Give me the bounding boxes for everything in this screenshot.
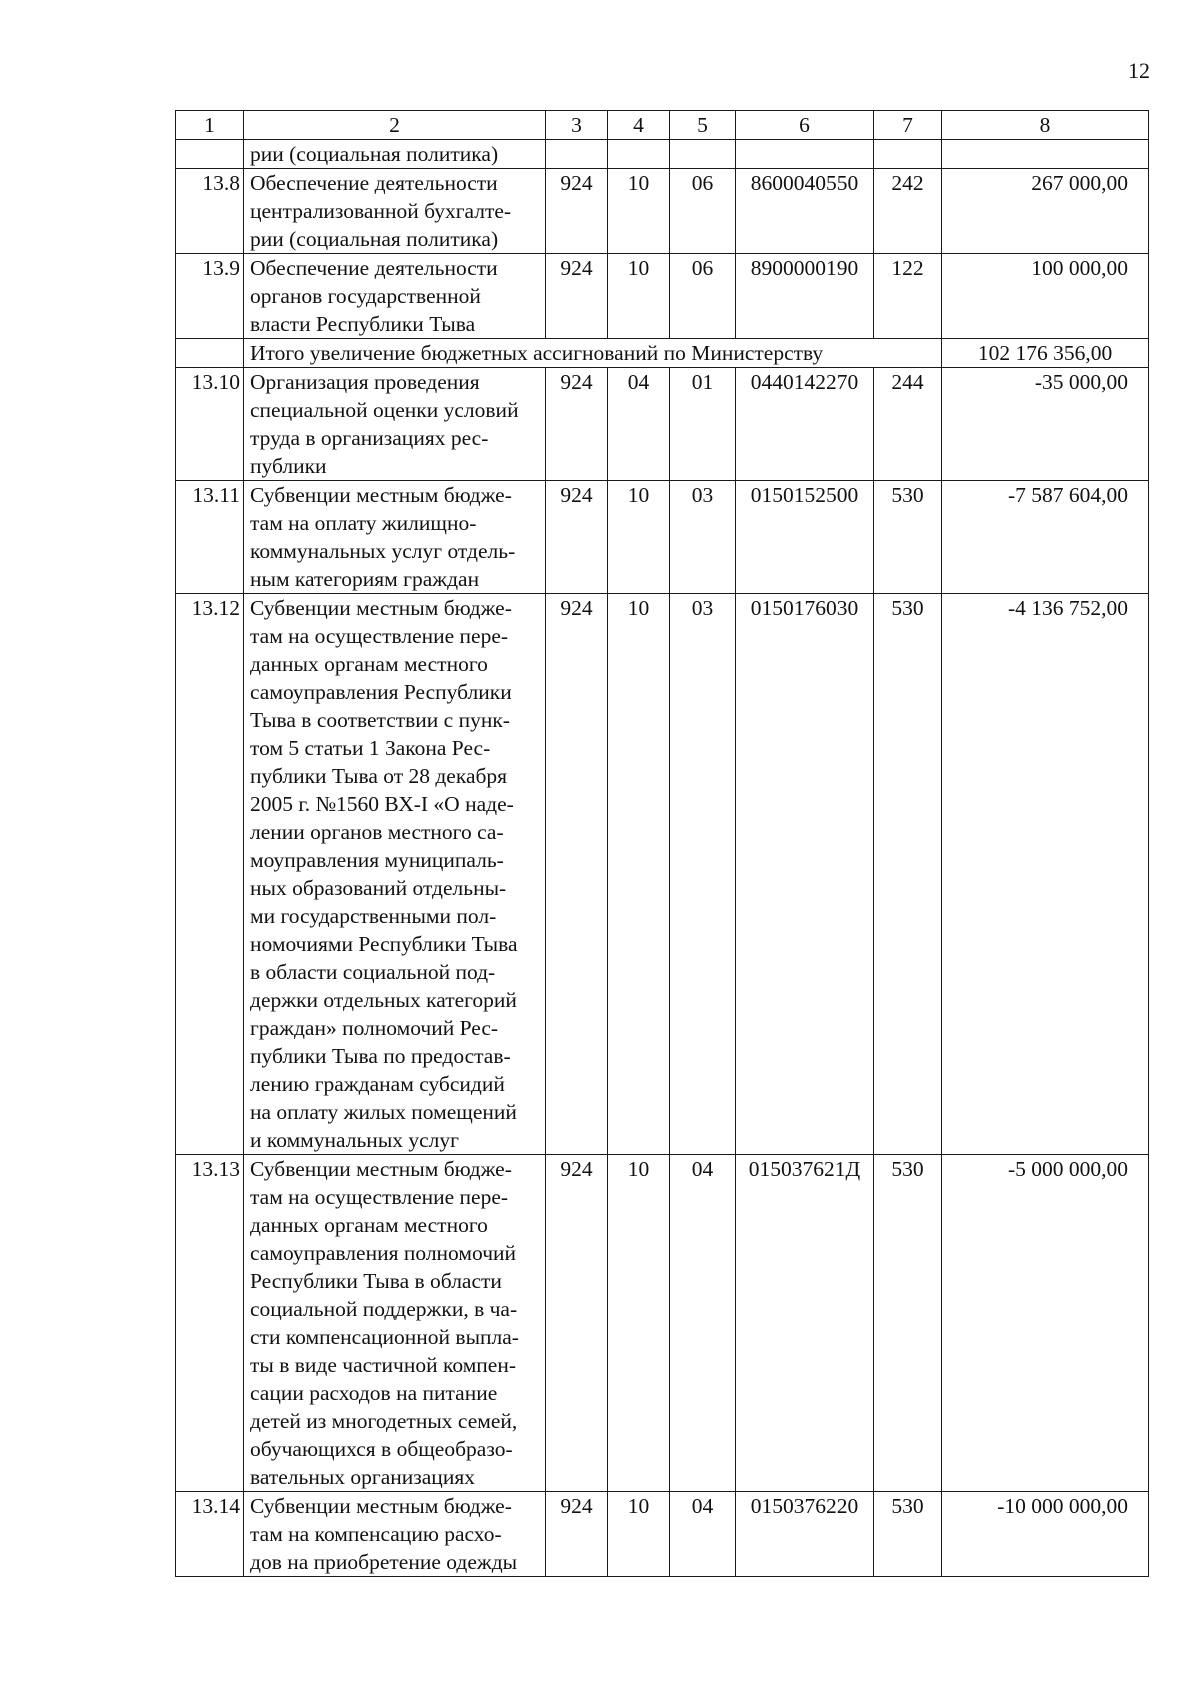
cell-section: 10	[608, 594, 670, 1155]
column-header: 8	[942, 111, 1149, 140]
budget-table	[175, 110, 1149, 1577]
cell-expense-type: 122	[874, 254, 942, 339]
cell-ministry-code: 924	[546, 368, 608, 481]
cell-ministry-code: 924	[546, 594, 608, 1155]
cell-target-article: 8600040550	[736, 169, 874, 254]
empty-cell	[874, 140, 942, 169]
total-label: Итого увеличение бюджетных ассигнований по Министерству	[244, 339, 942, 368]
table-row	[176, 254, 1149, 339]
cell-description: Организация проведения специальной оценки условий труда в организациях рес- публики	[244, 368, 546, 481]
cell-section: 10	[608, 169, 670, 254]
rows-before-total	[176, 169, 1149, 339]
cell-target-article: 0150176030	[736, 594, 874, 1155]
cell-section: 10	[608, 254, 670, 339]
cell-ministry-code: 924	[546, 1492, 608, 1577]
cell-expense-type: 530	[874, 594, 942, 1155]
total-amount: 102 176 356,00	[942, 339, 1149, 368]
page-number: 12	[1128, 58, 1150, 83]
table-row	[176, 1155, 1149, 1492]
cell-ministry-code: 924	[546, 1155, 608, 1492]
cell-description: Обеспечение деятельности органов государственной власти Республики Тыва	[244, 254, 546, 339]
cell-amount: -10 000 000,00	[942, 1492, 1149, 1577]
cell-target-article: 0150152500	[736, 481, 874, 594]
cell-subsection: 03	[670, 481, 736, 594]
cell-number	[176, 339, 244, 368]
cell-amount: 267 000,00	[942, 169, 1149, 254]
cell-amount: 100 000,00	[942, 254, 1149, 339]
continuation-row	[176, 140, 1149, 169]
cell-expense-type: 530	[874, 1155, 942, 1492]
empty-cell	[670, 140, 736, 169]
cell-section: 10	[608, 1492, 670, 1577]
total-row	[176, 339, 1149, 368]
cell-expense-type: 244	[874, 368, 942, 481]
rows-after-total	[176, 368, 1149, 1577]
cell-number: 13.10	[176, 368, 244, 481]
column-header: 1	[176, 111, 244, 140]
cell-number: 13.14	[176, 1492, 244, 1577]
empty-cell	[942, 140, 1149, 169]
cell-number: 13.8	[176, 169, 244, 254]
column-header: 3	[546, 111, 608, 140]
cell-subsection: 01	[670, 368, 736, 481]
cell-target-article: 0440142270	[736, 368, 874, 481]
cell-expense-type: 530	[874, 481, 942, 594]
cell-target-article: 015037621Д	[736, 1155, 874, 1492]
cell-subsection: 04	[670, 1155, 736, 1492]
cell-number: 13.11	[176, 481, 244, 594]
cell-subsection: 04	[670, 1492, 736, 1577]
cell-ministry-code: 924	[546, 254, 608, 339]
cell-amount: -35 000,00	[942, 368, 1149, 481]
cell-target-article: 0150376220	[736, 1492, 874, 1577]
cell-subsection: 03	[670, 594, 736, 1155]
cell-number	[176, 140, 244, 169]
column-header: 2	[244, 111, 546, 140]
cell-expense-type: 242	[874, 169, 942, 254]
table-row	[176, 368, 1149, 481]
column-header: 4	[608, 111, 670, 140]
cell-subsection: 06	[670, 169, 736, 254]
table-row	[176, 1492, 1149, 1577]
cell-amount: -7 587 604,00	[942, 481, 1149, 594]
empty-cell	[608, 140, 670, 169]
cell-amount: -5 000 000,00	[942, 1155, 1149, 1492]
cell-ministry-code: 924	[546, 169, 608, 254]
cell-amount: -4 136 752,00	[942, 594, 1149, 1155]
cell-number: 13.13	[176, 1155, 244, 1492]
cell-description: Субвенции местным бюдже- там на оплату жилищно- коммунальных услуг отдель- ным категориям граждан	[244, 481, 546, 594]
table-row	[176, 169, 1149, 254]
cell-target-article: 8900000190	[736, 254, 874, 339]
table-row	[176, 594, 1149, 1155]
column-header: 6	[736, 111, 874, 140]
cell-description: Субвенции местным бюдже- там на осуществление пере- данных органам местного самоуправления полномочий Республики Тыва в области социальной поддержки, в ча- сти компенсационной выпла- ты в виде частичной компен- сации расходов на питание детей из многодетных семей, обучающихся в общеобразо- вательных организациях	[244, 1155, 546, 1492]
cell-expense-type: 530	[874, 1492, 942, 1577]
cell-ministry-code: 924	[546, 481, 608, 594]
cell-subsection: 06	[670, 254, 736, 339]
cell-description: рии (социальная политика)	[244, 140, 546, 169]
cell-number: 13.9	[176, 254, 244, 339]
cell-number: 13.12	[176, 594, 244, 1155]
cell-section: 10	[608, 481, 670, 594]
table-header-row	[176, 111, 1149, 140]
cell-section: 10	[608, 1155, 670, 1492]
table-row	[176, 481, 1149, 594]
empty-cell	[736, 140, 874, 169]
cell-description: Субвенции местным бюдже- там на осуществление пере- данных органам местного самоуправления Республики Тыва в соответствии с пунк- том 5 статьи 1 Закона Рес- публики Тыва от 28 декабря 2005 г. №1560 ВХ-I «О наде- лении органов местного са- моуправления муниципаль- ных образований отдельны- ми государственными пол- номочиями Республики Тыва в области социальной под- держки отдельных категорий граждан» полномочий Рес- публики Тыва по предостав- лению гражданам субсидий на оплату жилых помещений и коммунальных услуг	[244, 594, 546, 1155]
column-header: 5	[670, 111, 736, 140]
cell-description: Обеспечение деятельности централизованной бухгалте- рии (социальная политика)	[244, 169, 546, 254]
empty-cell	[546, 140, 608, 169]
column-header: 7	[874, 111, 942, 140]
cell-section: 04	[608, 368, 670, 481]
cell-description: Субвенции местным бюдже- там на компенсацию расхо- дов на приобретение одежды	[244, 1492, 546, 1577]
